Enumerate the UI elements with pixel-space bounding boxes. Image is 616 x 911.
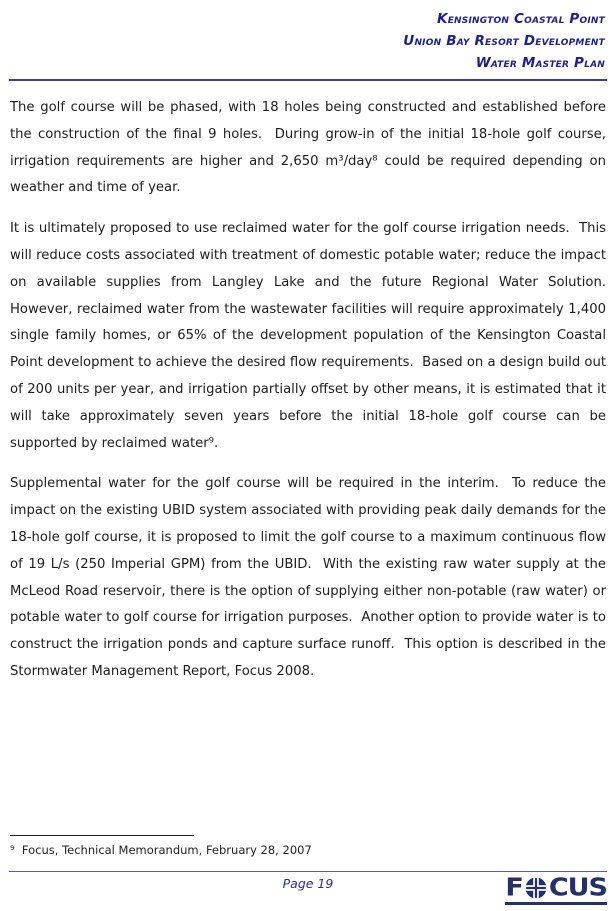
paragraph-reclaimed-water: It is ultimately proposed to use reclaimed water for the golf course irrigation needs. This will reduce costs associated with treatment of domestic potable water; reduce the impact on available supplies from Langley Lake and the future Regional Water Solution. However, reclaimed water from the wastewater facilities will require approximately 1,400 single family homes, or 65% of the development population of the Kensington Coastal Point development to achieve the desired flow requirements. Based on a design build out of 200 units per year, and irrigation partially offset by other means, it is estimated that it will take approximately seven years before the initial 18-hole golf course can be supported by reclaimed water⁹. [10,221,615,451]
footnote-text: ⁹ Focus, Technical Memorandum, February 28, 2007 [10,843,312,857]
document-header [9,8,607,74]
page-number: Page 19 [282,876,334,891]
document-footer [9,871,607,905]
footnote-divider [10,835,194,836]
focus-logo [505,874,607,905]
focus-logo-text-cus: CUS [548,873,607,902]
focus-logo-text-f: F [505,873,523,902]
paragraph-supplemental-water: Supplemental water for the golf course will be required in the interim. To reduce the impact on the existing UBID system associated with providing peak daily demands for the 18-hole golf course, it is proposed to limit the golf course to a maximum continuous flow of 19 L/s (250 Imperial GPM) from the UBID. With the existing raw water supply at the McLeod Road reservoir, there is the option of supplying either non-potable (raw water) or potable water to golf course for irrigation purposes. Another option to provide water is to construct the irrigation ponds and capture surface runoff. This option is described in the Stormwater Management Report, Focus 2008. [10,476,611,679]
crosshair-target-icon [524,876,548,900]
paragraph-golf-phasing: The golf course will be phased, with 18 holes being constructed and established before the construction of the final 9 holes. During grow-in of the initial 18-hole golf course, irrigation requirements are higher and 2,650 m³/day⁸ could be required depending on weather and time of year. [10,100,611,196]
footnote-section [9,835,607,857]
header-line-plan: Water Master Plan [475,55,605,71]
header-line-project: Kensington Coastal Point [437,11,605,27]
blank-space [9,686,607,835]
document-body [9,81,615,686]
header-line-development: Union Bay Resort Development [403,33,605,49]
